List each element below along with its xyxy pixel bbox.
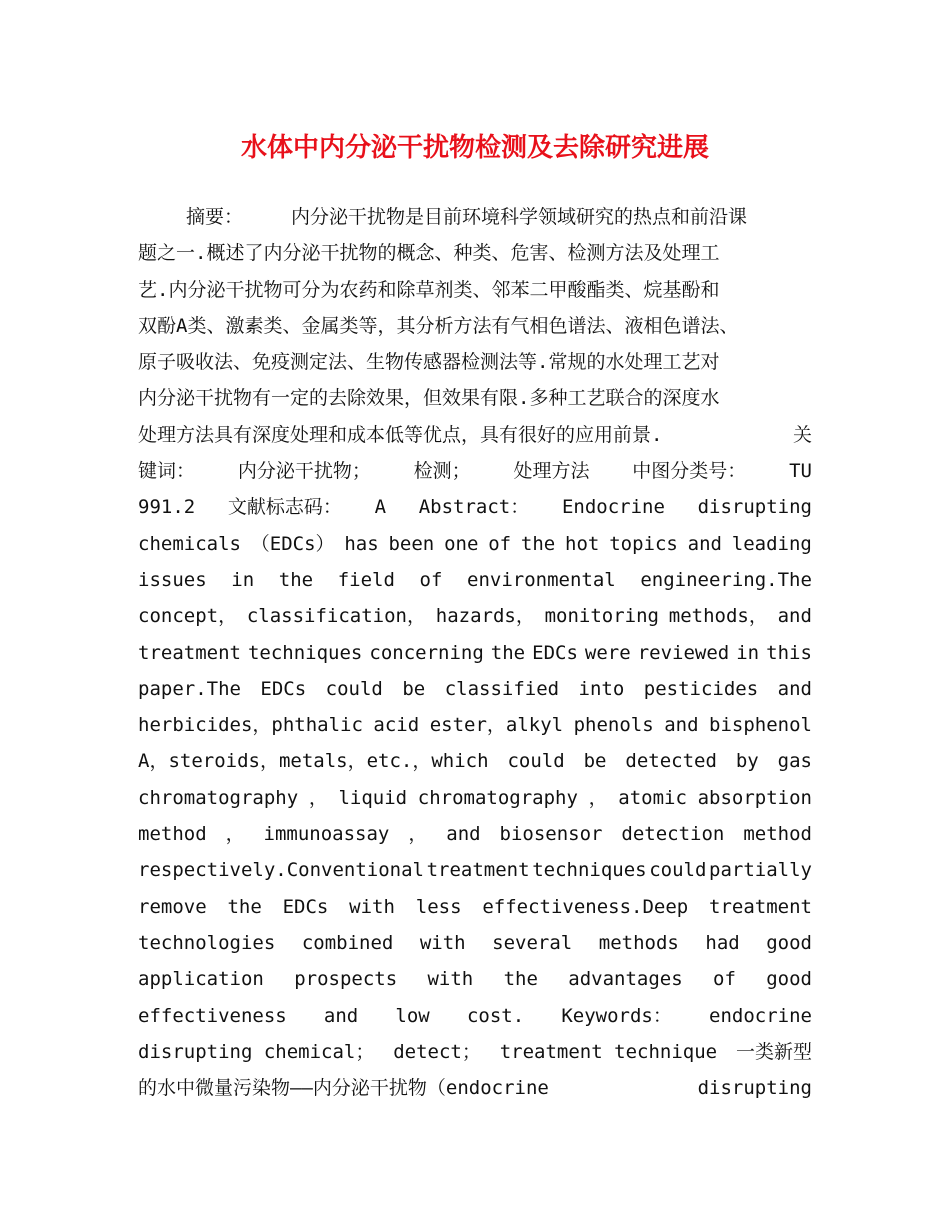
text-word: and — [777, 677, 812, 700]
text-word: herbicides，phthalic — [138, 714, 363, 737]
text-line — [138, 925, 812, 961]
text-line — [138, 635, 812, 671]
text-word: and — [446, 823, 481, 846]
text-line — [138, 1070, 812, 1106]
text-word: the — [278, 568, 314, 591]
text-word: into — [578, 677, 625, 700]
text-word: chromatography — [138, 786, 299, 809]
text-word: A — [374, 496, 387, 519]
text-word: low — [395, 1004, 430, 1027]
text-line — [138, 707, 812, 743]
text-word: 文献标志码： — [227, 496, 342, 519]
text-word: less — [415, 895, 462, 918]
text-line — [138, 417, 812, 453]
text-word: issues — [138, 568, 207, 591]
text-word: detected — [625, 750, 717, 773]
text-word: effectiveness — [138, 1004, 287, 1027]
text-word: and — [687, 532, 722, 555]
text-word: liquid — [338, 786, 408, 809]
text-line — [138, 598, 812, 634]
text-word: 艺.内分泌干扰物可分为农药和除草剂类、邻苯二甲酸酯类、烷基酚和 — [138, 278, 720, 301]
text-word: 内分泌干扰物是目前环境科学领域研究的热点和前沿课 — [291, 206, 748, 228]
text-word: chemicals — [138, 532, 241, 555]
text-word: pesticides — [643, 677, 759, 700]
text-word: monitoring — [544, 605, 659, 628]
text-word: cost. — [466, 1004, 525, 1027]
text-word: one — [444, 532, 479, 555]
text-line — [138, 889, 812, 925]
text-line — [138, 235, 812, 271]
text-word: good — [766, 968, 812, 991]
text-line — [138, 380, 812, 416]
text-word: （EDCs） — [250, 532, 335, 555]
text-word: Endocrine — [561, 496, 665, 519]
text-word: field — [337, 568, 395, 591]
text-word: good — [766, 931, 812, 954]
text-word: with — [427, 968, 474, 991]
text-word: chromatography — [417, 786, 578, 809]
text-word: prospects — [294, 968, 398, 991]
text-word: ， — [408, 823, 428, 846]
text-word: and — [664, 714, 699, 737]
text-word: with — [349, 895, 395, 918]
paragraph-indent — [138, 199, 186, 235]
text-word: combined — [301, 931, 394, 954]
text-line — [138, 1034, 812, 1070]
text-word: A，steroids，metals，etc.，which — [138, 750, 489, 773]
text-word: methods — [598, 931, 679, 954]
text-word: techniques — [532, 859, 647, 882]
text-word: 一类新型 — [735, 1040, 812, 1063]
text-word: 内分泌干扰物有一定的去除效果，但效果有限.多种工艺联合的深度水 — [138, 387, 720, 410]
text-word: topics — [609, 532, 678, 555]
text-line — [138, 344, 812, 380]
text-word: had — [705, 931, 740, 954]
text-word: in — [231, 568, 255, 591]
text-word: this — [766, 641, 812, 664]
text-word: 的水中微量污染物——内分泌干扰物（endocrine — [138, 1077, 549, 1100]
text-word: 摘要： — [186, 206, 244, 228]
text-word: concept， — [138, 605, 238, 628]
text-word: could — [507, 750, 565, 773]
text-word: the — [227, 895, 262, 918]
text-word: and — [323, 1004, 359, 1027]
text-word: 原子吸收法、免疫测定法、生物传感器检测法等.常规的水处理工艺对 — [138, 351, 720, 374]
text-word: application — [138, 968, 264, 991]
text-word: biosensor — [499, 823, 603, 846]
text-word: 双酚A类、激素类、金属类等，其分析方法有气相色谱法、液相色谱法、 — [138, 314, 739, 337]
text-word: disrupting — [697, 1077, 812, 1100]
text-word: the — [490, 641, 526, 664]
text-word: 关 — [792, 423, 812, 446]
text-word: ， — [588, 786, 608, 809]
text-word: ， — [225, 823, 245, 846]
text-line — [138, 526, 812, 562]
text-word: technologies — [138, 931, 276, 954]
text-line — [138, 998, 812, 1034]
text-word: hot — [565, 532, 600, 555]
text-word: endocrine — [709, 1004, 812, 1027]
text-word: been — [388, 532, 435, 555]
text-word: has — [344, 532, 379, 555]
text-word: detect； — [393, 1040, 481, 1063]
text-line — [138, 780, 812, 816]
text-word: be — [583, 750, 607, 773]
text-word: could — [325, 677, 383, 700]
text-word: the — [520, 532, 556, 555]
text-word: of — [419, 568, 443, 591]
text-word: Abstract： — [418, 496, 530, 519]
text-word: be — [402, 677, 426, 700]
text-line — [138, 308, 812, 344]
text-line — [138, 453, 812, 489]
text-word: and — [777, 605, 812, 628]
text-word: immunoassay — [263, 823, 390, 846]
text-word: 内分泌干扰物； — [237, 460, 371, 483]
text-word: disrupting — [697, 496, 812, 519]
text-word: could — [649, 859, 707, 882]
text-word: environmental — [467, 568, 616, 591]
text-line — [138, 961, 812, 997]
text-word: treatment — [709, 895, 812, 918]
text-word: EDCs — [532, 641, 578, 664]
text-word: method — [138, 823, 207, 846]
text-word: treatment technique — [499, 1040, 718, 1063]
text-word: of — [488, 532, 512, 555]
text-line — [138, 852, 812, 888]
text-word: 题之一.概述了内分泌干扰物的概念、种类、危害、检测方法及处理工 — [138, 242, 720, 265]
text-word: phenols — [573, 714, 654, 737]
text-word: bisphenol — [709, 714, 812, 737]
text-word: hazards， — [435, 605, 535, 628]
text-line — [138, 272, 812, 308]
text-word: with — [419, 931, 466, 954]
text-line — [138, 671, 812, 707]
text-word: 991.2 — [138, 496, 196, 519]
text-word: respectively.Conventional — [138, 859, 424, 882]
text-word: concerning — [369, 641, 484, 664]
text-word: by — [735, 750, 759, 773]
text-word: ester，alkyl — [429, 714, 564, 737]
text-word: detection — [621, 823, 725, 846]
text-word: engineering.The — [640, 568, 812, 591]
text-word: partially — [709, 859, 812, 882]
text-word: methods， — [668, 605, 768, 628]
label-gap — [243, 199, 291, 235]
text-word: were — [584, 641, 631, 664]
text-word: gas — [777, 750, 812, 773]
abstract-body — [138, 199, 812, 1106]
text-word: EDCs — [260, 677, 307, 700]
text-word: reviewed — [637, 641, 730, 664]
document-title: 水体中内分泌干扰物检测及去除研究进展 — [240, 133, 709, 163]
text-word: absorption — [697, 786, 812, 809]
text-line — [138, 816, 812, 852]
text-word: leading — [731, 532, 812, 555]
text-word: effectiveness.Deep — [482, 895, 689, 918]
text-word: TU — [789, 460, 812, 483]
text-word: atomic — [618, 786, 687, 809]
text-word: techniques — [247, 641, 363, 664]
text-word: in — [736, 641, 760, 664]
text-word: the — [503, 968, 538, 991]
text-word: treatment — [138, 641, 241, 664]
text-word: several — [492, 931, 573, 954]
text-line — [138, 562, 812, 598]
text-word: disrupting chemical； — [138, 1040, 375, 1063]
text-word: remove — [138, 895, 207, 918]
text-word: treatment — [426, 859, 530, 882]
text-word: classification， — [246, 605, 426, 628]
text-word: EDCs — [282, 895, 329, 918]
text-word: 处理方法具有深度处理和成本低等优点，具有很好的应用前景. — [138, 423, 663, 446]
text-word: of — [713, 968, 736, 991]
text-word: acid — [373, 714, 420, 737]
text-word: Keywords： — [561, 1004, 672, 1027]
text-word: advantages — [568, 968, 683, 991]
text-word: 检测； — [413, 460, 471, 483]
text-word: classified — [444, 677, 560, 700]
text-line — [138, 743, 812, 779]
text-word: method — [743, 823, 812, 846]
text-word: 中图分类号： — [632, 460, 747, 483]
text-line — [138, 489, 812, 525]
text-line — [138, 199, 812, 235]
text-word: 处理方法 — [513, 460, 590, 483]
text-word: ， — [308, 786, 328, 809]
text-word: paper.The — [138, 677, 241, 700]
text-word: 键词： — [138, 460, 196, 483]
